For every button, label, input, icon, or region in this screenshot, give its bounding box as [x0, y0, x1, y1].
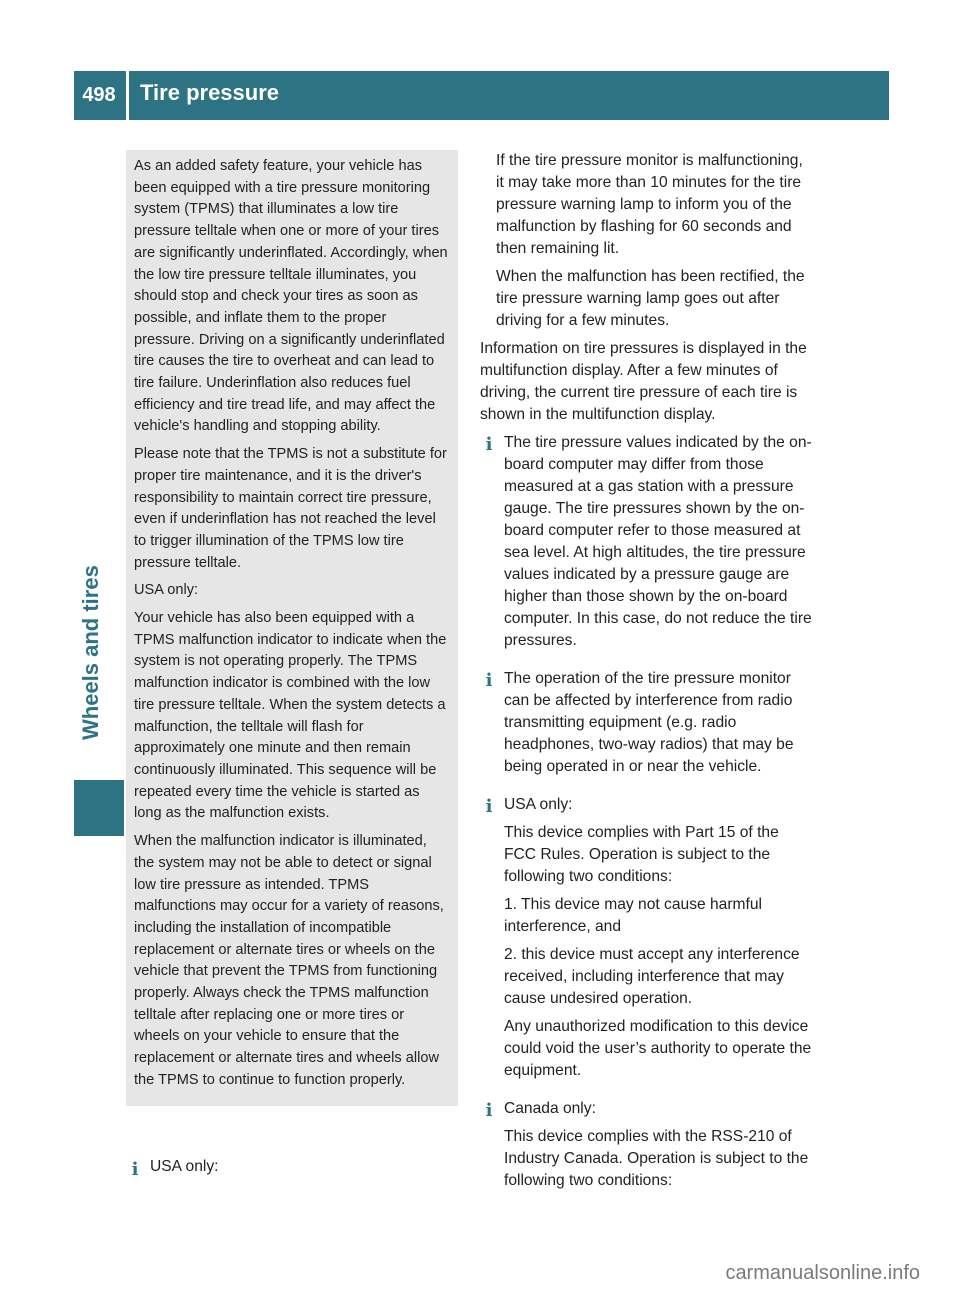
info-note-text: Canada only:: [504, 1100, 596, 1117]
info-note-text: The tire pressure values indicated by the on-board computer may differ from those measured at a gas station with a pressure gauge. The tire pressures shown by the on-board computer refer to those measured at sea level. At high altitudes, the tire pressure values indicated by a pressure gauge are higher than those shown by the on-board computer. In this case, do not reduce the tire pressures.: [504, 434, 812, 649]
indented-paragraph: If the tire pressure monitor is malfunctioning, it may take more than 10 minutes for the tire pressure warning lamp to inform you of the malfunction by flashing for 60 seconds and then remaining lit.: [496, 152, 803, 257]
info-note: [480, 668, 814, 784]
safety-notice-box: [126, 150, 458, 1106]
page-number: 498: [82, 84, 116, 106]
safety-paragraph: When the malfunction indicator is illuminated, the system may not be able to detect or signal low tire pressure as intended. TPMS malfunctions may occur for a variety of reasons, including the installation of incompatible replacement or alternate tires or wheels on the vehicle that prevent the TPMS from functioning properly. Always check the TPMS malfunction telltale after replacing one or more tires or wheels on your vehicle to ensure that the replacement or alternate tires and wheels allow the TPMS to continue to function properly.: [134, 833, 444, 1088]
main-paragraph: Information on tire pressures is displayed in the multifunction display. After a few minutes of driving, the current tire pressure of each tire is shown in the multifunction display.: [480, 340, 807, 423]
safety-paragraph: Please note that the TPMS is not a substitute for proper tire maintenance, and it is the driver's responsibility to maintain correct tire pressure, even if underinflation has not reached the level to trigger illumination of the TPMS low tire pressure telltale.: [134, 446, 447, 571]
info-note-text: USA only:: [150, 1158, 219, 1175]
footer-watermark: carmanualsonline.info: [725, 1262, 920, 1284]
page-title: Tire pressure: [140, 80, 280, 105]
info-note: [480, 1098, 814, 1198]
info-icon: i: [485, 1100, 493, 1121]
info-note-text: USA only:: [504, 796, 573, 813]
info-note-text: 1. This device may not cause harmful interference, and: [504, 896, 762, 935]
info-icon: i: [485, 434, 493, 455]
left-column: [126, 150, 458, 1106]
info-note-text: Any unauthorized modification to this device could void the user’s authority to operate the equipment.: [504, 1018, 812, 1079]
info-note-text: The operation of the tire pressure monitor can be affected by interference from radio transmitting equipment (e.g. radio headphones, two-way radios) that may be being operated in or near the vehicle.: [504, 670, 794, 775]
info-icon: i: [131, 1159, 139, 1180]
info-note: [480, 794, 814, 1088]
indented-paragraph: When the malfunction has been rectified, the tire pressure warning lamp goes out after driving for a few minutes.: [496, 268, 805, 329]
section-tab-marker: [74, 780, 124, 836]
left-info-note: [126, 1156, 218, 1178]
header-divider: [126, 71, 129, 120]
info-note: [480, 432, 814, 658]
right-column: [480, 150, 814, 1208]
safety-paragraph: USA only:: [134, 582, 199, 599]
info-icon: i: [485, 670, 493, 691]
info-note-text: This device complies with Part 15 of the FCC Rules. Operation is subject to the following two conditions:: [504, 824, 779, 885]
info-icon: i: [485, 796, 493, 817]
info-note-text: 2. this device must accept any interference received, including interference that may cause undesired operation.: [504, 946, 800, 1007]
info-note-text: This device complies with the RSS-210 of Industry Canada. Operation is subject to the following two conditions:: [504, 1128, 809, 1189]
safety-paragraph: As an added safety feature, your vehicle has been equipped with a tire pressure monitoring system (TPMS) that illuminates a low tire pressure telltale when one or more of your tires are significantly underinflated. Accordingly, when the low tire pressure telltale illuminates, you should stop and check your tires as soon as possible, and inflate them to the proper pressure. Driving on a significantly underinflated tire causes the tire to overheat and can lead to tire failure. Underinflation also reduces fuel efficiency and tire tread life, and may affect the vehicle's handling and stopping ability.: [134, 158, 448, 435]
safety-paragraph: Your vehicle has also been equipped with a TPMS malfunction indicator to indicate when the system is not operating properly. The TPMS malfunction indicator is combined with the low tire pressure telltale. When the system detects a malfunction, the telltale will flash for approximately one minute and then remain continuously illuminated. This sequence will be repeated every time the vehicle is started as long as the malfunction exists.: [134, 610, 447, 822]
section-tab-label: Wheels and tires: [78, 565, 103, 740]
